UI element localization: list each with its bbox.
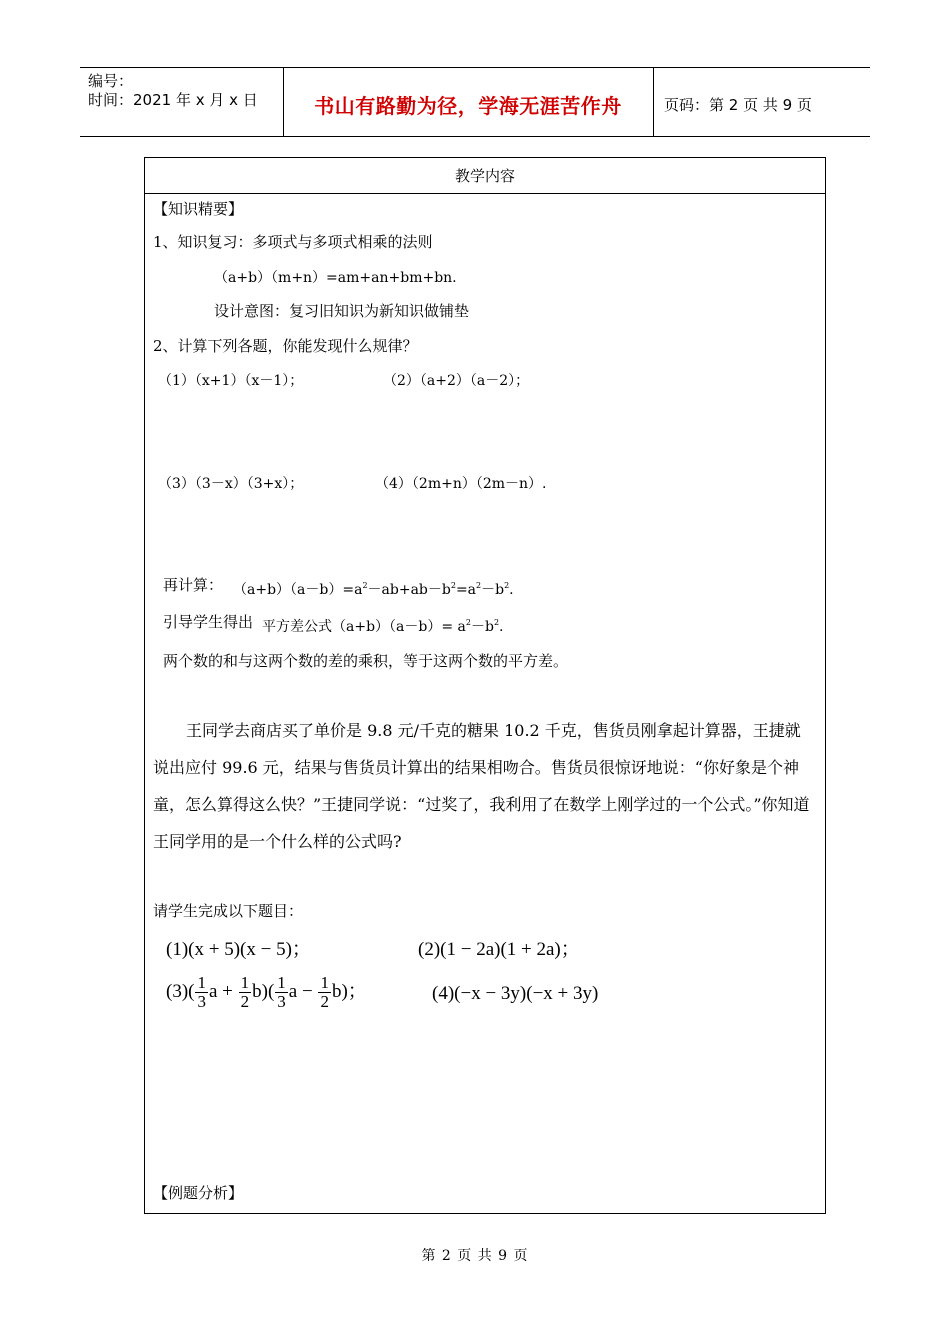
exercise-4: (4)(−x − 3y)(−x + 3y) bbox=[432, 983, 599, 1004]
fraction: $\frac{1}{3}$ bbox=[197, 973, 206, 1011]
formula-statement: 两个数的和与这两个数的差的乘积，等于这两个数的平方差。 bbox=[163, 652, 569, 670]
exercise-2: (2)(1 − 2a)(1 + 2a)； bbox=[418, 939, 580, 960]
exercise-1: (1)(x + 5)(x − 5)； bbox=[166, 939, 311, 960]
exercise-label: 请学生完成以下题目： bbox=[153, 902, 304, 920]
problem-2: （2）（a+2）（a－2）； bbox=[383, 373, 530, 389]
header-meta bbox=[88, 72, 258, 110]
story-paragraph: 王同学去商店买了单价是 9.8 元/千克的糖果 10.2 千克，售货员刚拿起计算器，王捷就说出应付 99.6 元，结果与售货员计算出的结果相吻合。售货员很惊讶地说：“你好象是个神童，怎么算得这么快？”王捷同学说：“过奖了，我利用了在数学上刚学过的一个公式。”你知道王同学用的是一个什么样的公式吗? bbox=[153, 721, 810, 851]
section-examples: 【例题分析】 bbox=[153, 1184, 244, 1202]
item-review: 1、知识复习：多项式与多项式相乘的法则 bbox=[153, 233, 433, 251]
fraction: $\frac{1}{2}$ bbox=[240, 973, 250, 1011]
header-divider bbox=[653, 68, 654, 136]
lead-text: 引导学生得出 bbox=[163, 613, 254, 631]
motto: 书山有路勤为径，学海无涯苦作舟 bbox=[314, 94, 622, 118]
section-knowledge: 【知识精要】 bbox=[153, 200, 244, 218]
page-info: 页码：第 2 页 共 9 页 bbox=[664, 96, 812, 114]
problem-4: （4）（2m+n）（2m－n）. bbox=[375, 476, 547, 492]
fraction: $\frac{1}{3}$ bbox=[277, 973, 286, 1011]
difference-of-squares-formula: 平方差公式$(a+b)(a-b)= a^2-b^2$. bbox=[262, 618, 504, 635]
time-label: 时间：2021 年 x 月 x 日 bbox=[88, 91, 258, 109]
item-calc: 2、计算下列各题，你能发现什么规律？ bbox=[153, 337, 418, 355]
recalc-formula: $(a+b)(a-b)=a^2-ab+ab-b^2=a^2-b^2$. bbox=[233, 581, 514, 598]
page-footer: 第 2 页 共 9 页 bbox=[421, 1248, 529, 1264]
header-table bbox=[80, 67, 870, 137]
fraction: $\frac{1}{2}$ bbox=[320, 973, 329, 1011]
exercise-3: (3)( $\frac{1}{3}$ a + $\frac{1}{2}$ b)( $\frac{1}{3}$ a − $\frac{1}{2}$ b)； bbox=[166, 973, 367, 1011]
problem-3: （3）（3－x）（3+x）； bbox=[158, 476, 304, 492]
code-label: 编号： bbox=[88, 72, 134, 90]
problem-1: （1）（x+1）（x－1）； bbox=[158, 373, 304, 389]
box-title: 教学内容 bbox=[454, 167, 515, 185]
box-title-divider bbox=[145, 193, 825, 194]
design-intent: 设计意图：复习旧知识为新知识做铺垫 bbox=[214, 302, 470, 320]
recalc-label: 再计算： bbox=[163, 576, 224, 594]
formula-multiply: （a+b）（m+n）=am+an+bm+bn. bbox=[214, 270, 457, 286]
